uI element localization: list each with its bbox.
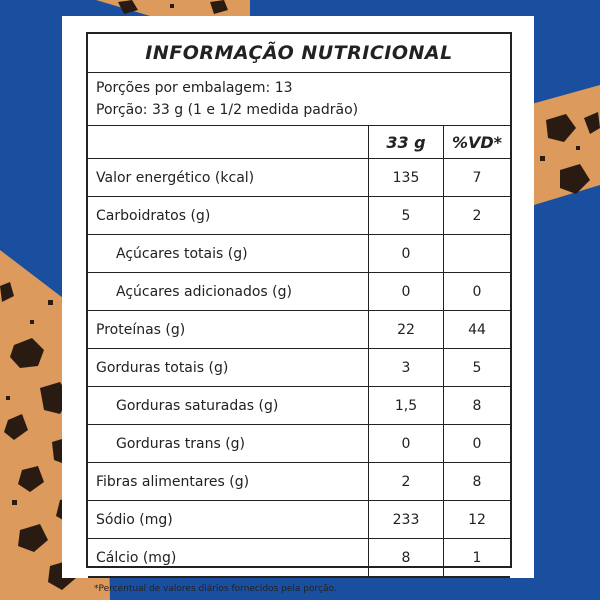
header-amount: 33 g (369, 126, 444, 159)
nutrient-dv: 12 (444, 501, 511, 539)
table-row (88, 197, 510, 235)
nutrient-name: Gorduras totais (g) (88, 349, 369, 387)
nutrient-amount: 0 (369, 235, 444, 273)
nutrient-dv: 7 (444, 159, 511, 197)
nutrient-dv: 1 (444, 539, 511, 577)
nutrient-dv: 5 (444, 349, 511, 387)
table-row (88, 235, 510, 273)
nutrient-name: Carboidratos (g) (88, 197, 369, 235)
table-row (88, 539, 510, 577)
nutrient-amount: 5 (369, 197, 444, 235)
nutrient-name: Açúcares adicionados (g) (88, 273, 369, 311)
table-row (88, 349, 510, 387)
nutrient-dv: 8 (444, 387, 511, 425)
nutrient-amount: 135 (369, 159, 444, 197)
header-blank (88, 126, 369, 159)
nutrient-amount: 3 (369, 349, 444, 387)
nutrient-name: Gorduras trans (g) (88, 425, 369, 463)
nutrition-facts-label (86, 32, 512, 594)
nutrient-dv: 44 (444, 311, 511, 349)
nutrient-name: Sódio (mg) (88, 501, 369, 539)
nutrient-amount: 22 (369, 311, 444, 349)
nutrient-amount: 2 (369, 463, 444, 501)
serving-info (88, 73, 510, 126)
table-row (88, 501, 510, 539)
nutrient-amount: 8 (369, 539, 444, 577)
nutrient-name: Açúcares totais (g) (88, 235, 369, 273)
nutrient-amount: 1,5 (369, 387, 444, 425)
nutrient-dv: 0 (444, 273, 511, 311)
nutrient-name: Gorduras saturadas (g) (88, 387, 369, 425)
servings-per-package: Porções por embalagem: 13 (96, 80, 293, 96)
table-row (88, 311, 510, 349)
nutrient-amount: 0 (369, 425, 444, 463)
nutrient-name: Cálcio (mg) (88, 539, 369, 577)
nutrient-dv (444, 235, 511, 273)
serving-size: Porção: 33 g (1 e 1/2 medida padrão) (96, 102, 359, 118)
table-row (88, 273, 510, 311)
nutrient-dv: 2 (444, 197, 511, 235)
footnote: *Percentual de valores diários fornecidos pela porção. (88, 577, 510, 600)
nutrition-table (88, 126, 510, 577)
nutrient-amount: 233 (369, 501, 444, 539)
table-header-row (88, 126, 510, 159)
nutrient-name: Fibras alimentares (g) (88, 463, 369, 501)
table-row (88, 463, 510, 501)
table-row (88, 387, 510, 425)
table-row (88, 159, 510, 197)
nutrient-dv: 8 (444, 463, 511, 501)
header-dv: %VD* (444, 126, 511, 159)
nutrient-name: Valor energético (kcal) (88, 159, 369, 197)
nutrient-dv: 0 (444, 425, 511, 463)
table-row (88, 425, 510, 463)
label-title: INFORMAÇÃO NUTRICIONAL (88, 34, 510, 73)
nutrient-amount: 0 (369, 273, 444, 311)
nutrient-name: Proteínas (g) (88, 311, 369, 349)
